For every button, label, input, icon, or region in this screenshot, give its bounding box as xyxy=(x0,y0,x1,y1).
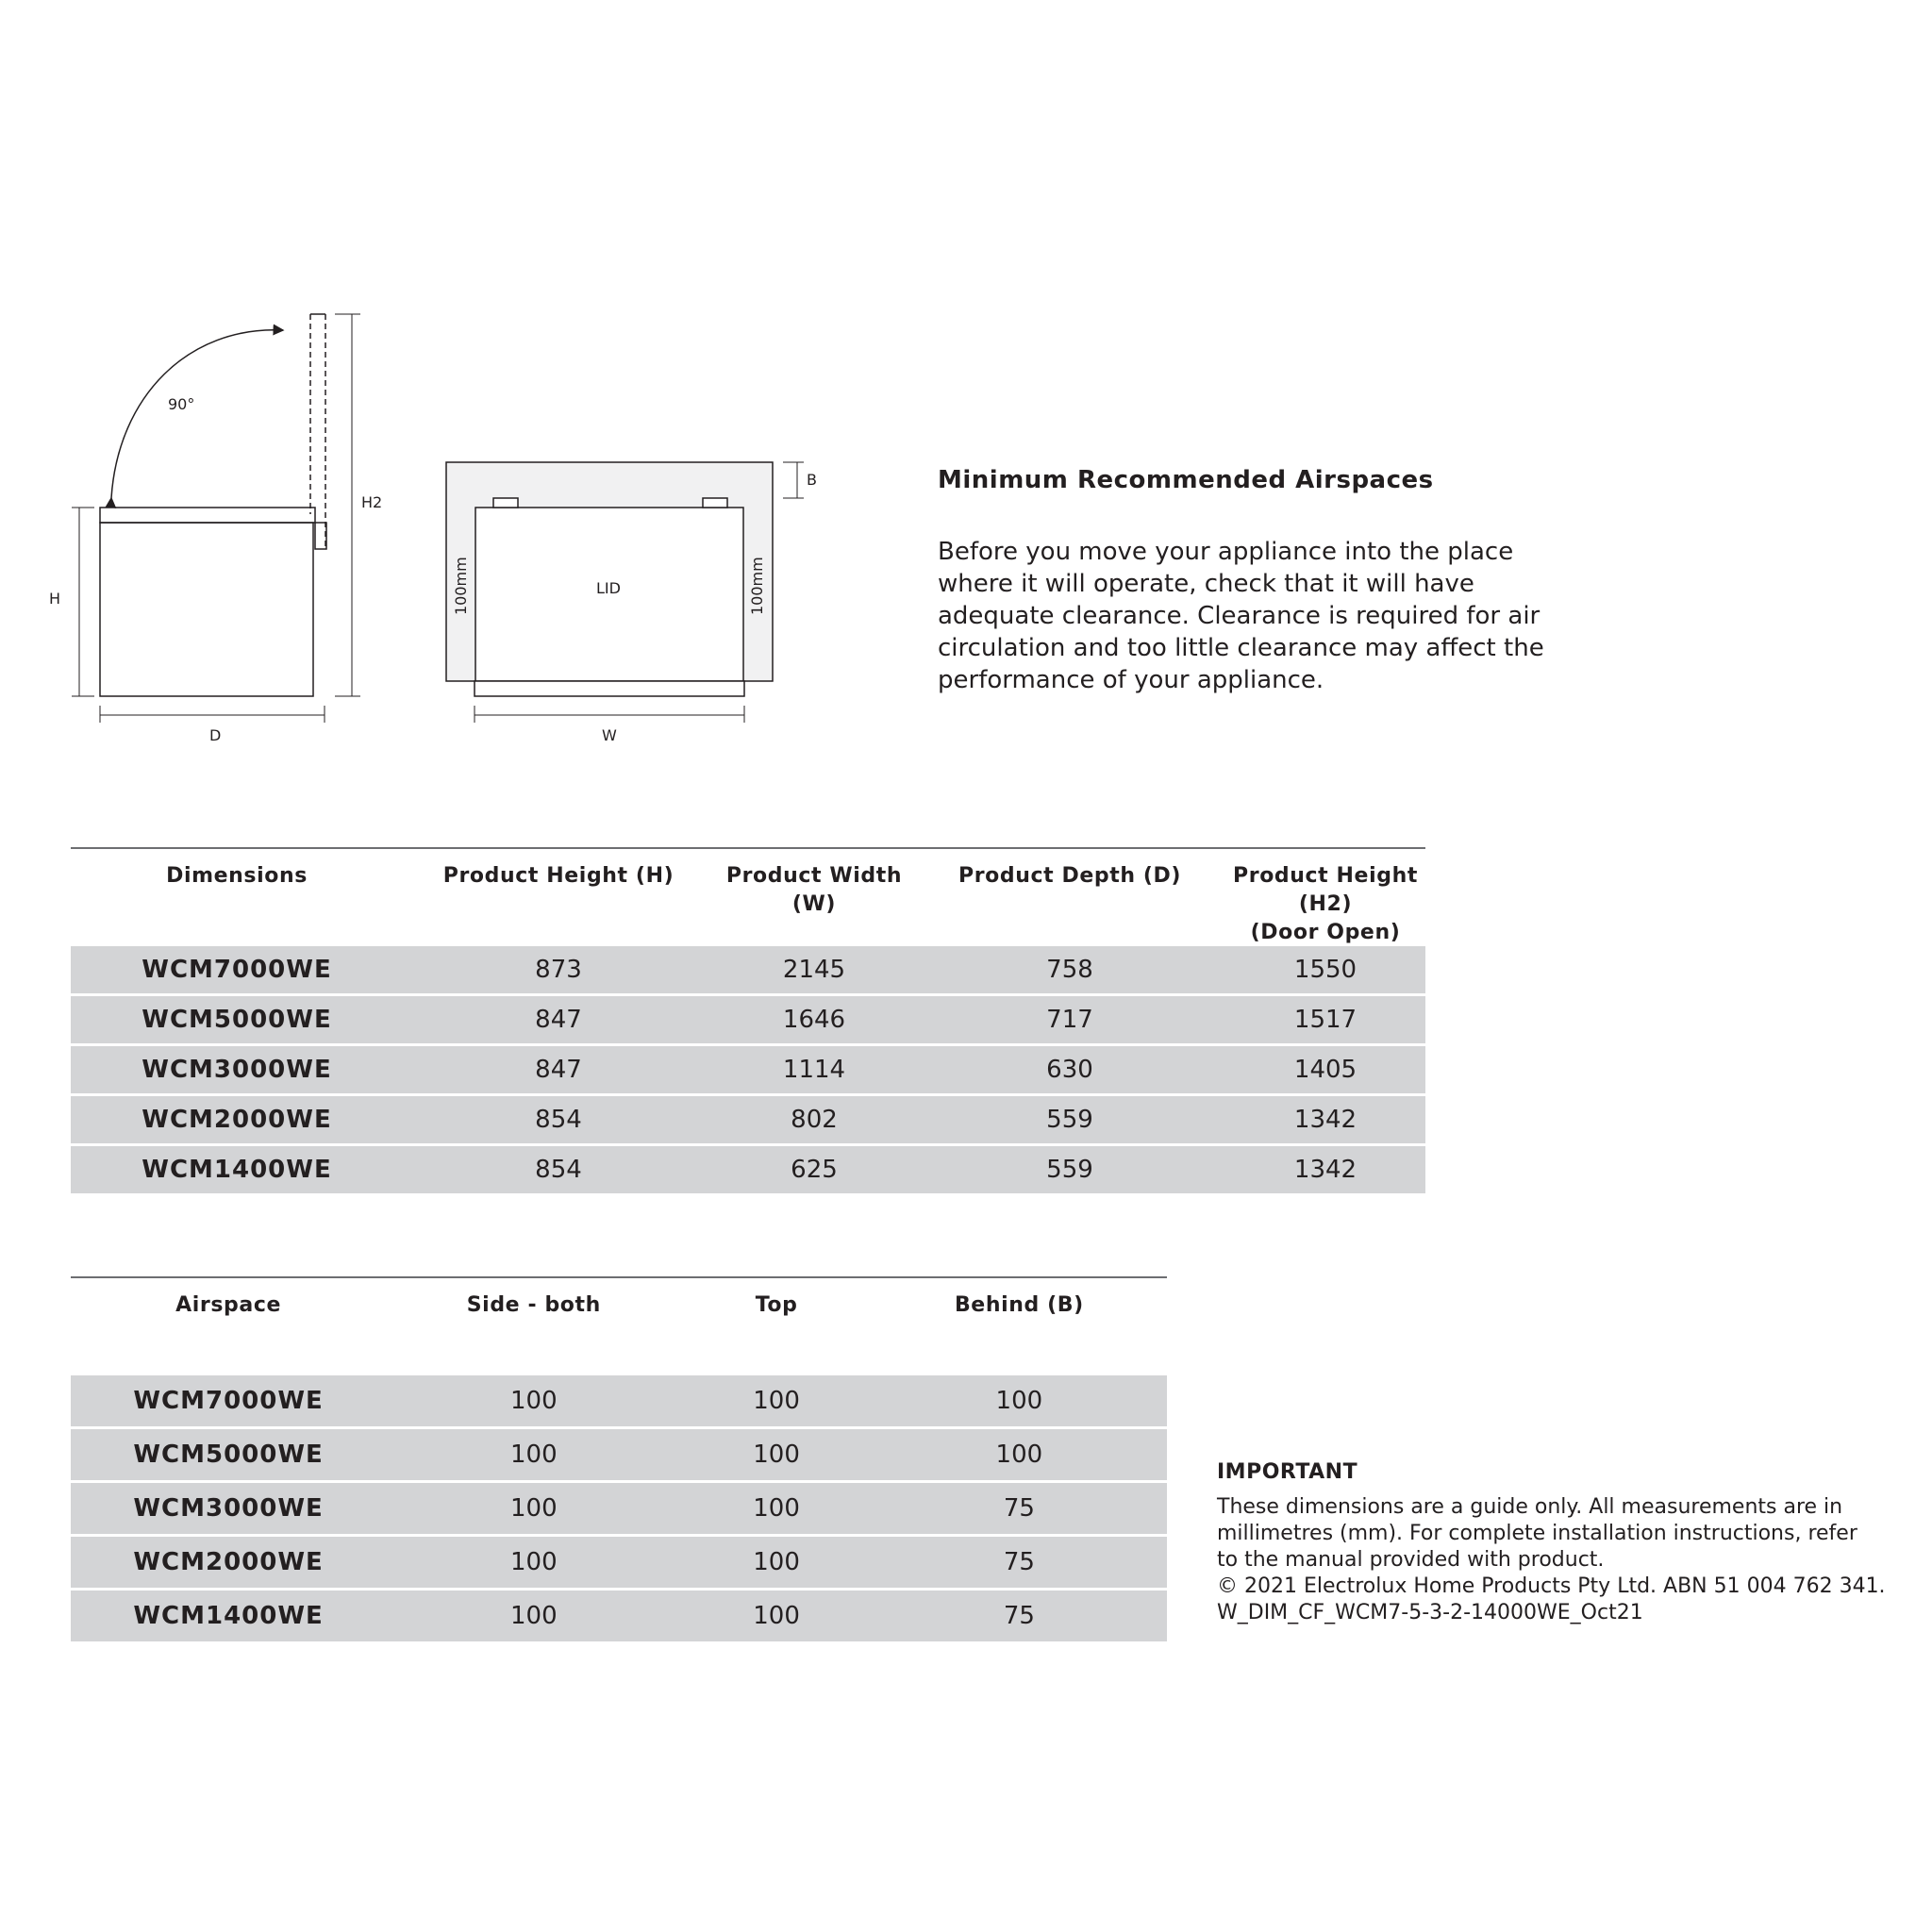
side-view-diagram xyxy=(72,314,360,723)
angle-label: 90° xyxy=(168,395,195,413)
note-line: These dimensions are a guide only. All measurements are in xyxy=(1217,1495,1843,1519)
dimensions-table xyxy=(71,847,1425,1193)
door-swing-arc xyxy=(111,330,283,498)
open-height-cell: 1550 xyxy=(1293,956,1357,984)
open-height-cell: 1342 xyxy=(1293,1106,1357,1134)
model-cell: WCM2000WE xyxy=(133,1548,324,1576)
header-airspace: Airspace xyxy=(175,1293,282,1317)
depth-cell: 559 xyxy=(1046,1156,1093,1184)
table-row xyxy=(71,1146,1425,1193)
open-height-cell: 1342 xyxy=(1293,1156,1357,1184)
height-cell: 854 xyxy=(535,1156,582,1184)
header-open-height xyxy=(1225,862,1425,943)
behind-cell: 75 xyxy=(1003,1494,1035,1523)
airspace-table xyxy=(71,1276,1167,1641)
header-behind: Behind (B) xyxy=(954,1293,1084,1317)
height-cell: 854 xyxy=(535,1106,582,1134)
lid-label: LID xyxy=(596,579,621,597)
header-height: Product Height (H) xyxy=(442,864,675,888)
header-dimensions: Dimensions xyxy=(166,864,308,888)
table-header xyxy=(71,1278,1167,1373)
airspaces-description xyxy=(938,536,1598,696)
open-height-cell: 1405 xyxy=(1293,1056,1357,1084)
side-cell: 100 xyxy=(509,1494,558,1523)
width-cell: 1114 xyxy=(782,1056,846,1084)
top-cell: 100 xyxy=(753,1441,800,1469)
table-row xyxy=(71,1375,1167,1426)
dimension-diagrams xyxy=(0,0,943,774)
table-row xyxy=(71,996,1425,1043)
behind-cell: 100 xyxy=(995,1387,1043,1415)
height-cell: 873 xyxy=(535,956,582,984)
description-line: performance of your appliance. xyxy=(938,666,1324,694)
top-cell: 100 xyxy=(753,1494,800,1523)
open-height-cell: 1517 xyxy=(1293,1006,1357,1034)
chest-front xyxy=(475,681,744,696)
width-cell: 1646 xyxy=(782,1006,846,1034)
depth-label: D xyxy=(209,726,222,744)
model-cell: WCM2000WE xyxy=(142,1106,332,1134)
depth-cell: 717 xyxy=(1046,1006,1093,1034)
model-cell: WCM1400WE xyxy=(142,1156,332,1184)
header-side: Side - both xyxy=(466,1293,601,1317)
width-cell: 802 xyxy=(791,1106,838,1134)
width-cell: 2145 xyxy=(782,956,846,984)
header-open-height-line1: Product Height (H2) xyxy=(1233,864,1418,916)
important-note xyxy=(1217,1494,1886,1626)
chest-body-side xyxy=(100,523,313,696)
behind-cell: 75 xyxy=(1003,1548,1035,1576)
model-cell: WCM7000WE xyxy=(142,956,332,984)
table-header xyxy=(71,849,1425,943)
width-label: W xyxy=(602,726,617,744)
top-cell: 100 xyxy=(753,1548,800,1576)
header-depth: Product Depth (D) xyxy=(958,864,1182,888)
table-row xyxy=(71,1046,1425,1093)
table-row xyxy=(71,946,1425,993)
left-clearance-label: 100mm xyxy=(452,557,470,615)
model-cell: WCM5000WE xyxy=(133,1441,324,1469)
height-cell: 847 xyxy=(535,1006,582,1034)
behind-cell: 100 xyxy=(995,1441,1043,1469)
description-line: Before you move your appliance into the place xyxy=(938,538,1514,566)
table-row xyxy=(71,1591,1167,1641)
side-cell: 100 xyxy=(509,1387,558,1415)
table-row xyxy=(71,1537,1167,1588)
depth-cell: 559 xyxy=(1046,1106,1093,1134)
description-line: where it will operate, check that it will have xyxy=(938,570,1474,598)
header-width: Product Width (W) xyxy=(725,864,903,916)
copyright-line: © 2021 Electrolux Home Products Pty Ltd. ABN 51 004 762 341. xyxy=(1217,1574,1886,1598)
header-top: Top xyxy=(755,1293,798,1317)
document-code: W_DIM_CF_WCM7-5-3-2-14000WE_Oct21 xyxy=(1217,1601,1643,1624)
chest-lid-side xyxy=(100,508,315,523)
depth-cell: 630 xyxy=(1046,1056,1093,1084)
table-row xyxy=(71,1429,1167,1480)
open-height-label: H2 xyxy=(361,493,383,511)
behind-label: B xyxy=(807,471,817,489)
width-cell: 625 xyxy=(791,1156,838,1184)
side-cell: 100 xyxy=(509,1602,558,1630)
model-cell: WCM3000WE xyxy=(142,1056,332,1084)
height-label: H xyxy=(49,590,61,608)
note-line: millimetres (mm). For complete installation instructions, refer xyxy=(1217,1522,1857,1545)
table-row xyxy=(71,1483,1167,1534)
airspaces-title: Minimum Recommended Airspaces xyxy=(938,466,1434,494)
important-title: IMPORTANT xyxy=(1217,1460,1358,1484)
table-row xyxy=(71,1096,1425,1143)
height-cell: 847 xyxy=(535,1056,582,1084)
depth-cell: 758 xyxy=(1046,956,1093,984)
hinge xyxy=(315,523,326,549)
top-cell: 100 xyxy=(753,1387,800,1415)
side-cell: 100 xyxy=(509,1548,558,1576)
top-cell: 100 xyxy=(753,1602,800,1630)
model-cell: WCM7000WE xyxy=(133,1387,324,1415)
model-cell: WCM1400WE xyxy=(133,1602,324,1630)
right-clearance-label: 100mm xyxy=(748,557,766,615)
header-open-height-line2: (Door Open) xyxy=(1250,921,1401,944)
side-cell: 100 xyxy=(509,1441,558,1469)
behind-cell: 75 xyxy=(1003,1602,1035,1630)
note-line: to the manual provided with product. xyxy=(1217,1548,1605,1572)
model-cell: WCM3000WE xyxy=(133,1494,324,1523)
description-line: adequate clearance. Clearance is required for air xyxy=(938,602,1541,630)
model-cell: WCM5000WE xyxy=(142,1006,332,1034)
description-line: circulation and too little clearance may affect the xyxy=(938,634,1544,662)
